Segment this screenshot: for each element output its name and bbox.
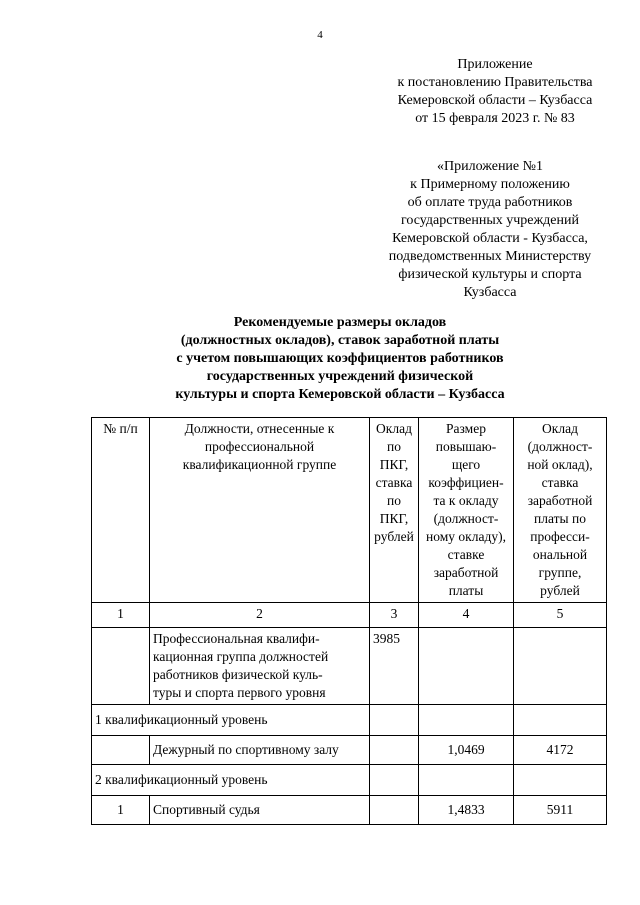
appendix-sub-line: «Приложение №1 xyxy=(437,159,543,174)
appendix-sub-line: физической культуры и спорта xyxy=(398,267,582,282)
header-text: та к окладу xyxy=(433,493,499,508)
appendix-header xyxy=(360,56,630,128)
group-coef-cell xyxy=(419,628,514,705)
salary-table xyxy=(91,417,607,825)
level-1-label: 1 квалификационный уровень xyxy=(92,705,370,736)
title-line: Рекомендуемые размеры окладов xyxy=(233,315,447,330)
appendix-sub-line: государственных учреждений xyxy=(401,213,579,228)
appendix-header-line: Кемеровской области – Кузбасса xyxy=(397,93,593,108)
empty-cell xyxy=(370,765,419,796)
header-text: ной оклад), xyxy=(527,457,593,472)
appendix-sub-line: Кемеровской области - Кузбасса, xyxy=(392,231,588,246)
header-text: ПКГ, xyxy=(379,457,409,472)
header-text: (должност- xyxy=(527,439,593,454)
header-cell-number xyxy=(92,418,150,603)
header-text: ставке xyxy=(447,547,485,562)
header-text: ставка xyxy=(541,475,579,490)
header-cell-base-salary xyxy=(370,418,419,603)
header-text: ПКГ, xyxy=(379,511,409,526)
title-line: (должностных окладов), ставок заработной платы xyxy=(180,333,500,348)
appendix-sub-line: Кузбасса xyxy=(463,285,517,300)
title-line: культуры и спорта Кемеровской области – Кузбасса xyxy=(175,387,505,402)
header-text: по xyxy=(387,493,401,508)
header-text: ональной xyxy=(532,547,588,562)
title-line: государственных учреждений физической xyxy=(206,369,474,384)
position-salary: 4172 xyxy=(514,736,607,765)
header-text: Размер xyxy=(446,421,486,436)
group-name-line: кационная группа должностей xyxy=(153,649,329,664)
empty-cell xyxy=(92,736,150,765)
empty-cell xyxy=(370,796,419,825)
header-text: щего xyxy=(451,457,481,472)
appendix-sub-line: подведомственных Министерству xyxy=(388,249,592,264)
column-number-row xyxy=(92,603,607,628)
header-text: повышаю- xyxy=(435,439,497,454)
appendix-sub-line: об оплате труда работников xyxy=(407,195,573,210)
position-coefficient: 1,4833 xyxy=(419,796,514,825)
header-text: ному окладу), xyxy=(426,529,506,544)
group-salary-cell: 3985 xyxy=(370,628,419,705)
header-text: Должности, отнесенные к xyxy=(184,421,335,436)
position-number: 1 xyxy=(92,796,150,825)
header-cell-coefficient xyxy=(419,418,514,603)
header-text: (должност- xyxy=(433,511,499,526)
header-text: платы xyxy=(448,583,484,598)
header-text: заработной xyxy=(433,565,499,580)
appendix-sub-line: к Примерному положению xyxy=(410,177,570,192)
header-text: коэффициен- xyxy=(428,475,504,490)
header-text: № п/п xyxy=(103,421,138,436)
group-name-cell xyxy=(150,628,370,705)
header-text: рублей xyxy=(374,529,414,544)
table-header-row xyxy=(92,418,607,603)
header-text: квалификационной группе xyxy=(182,457,337,472)
header-text: Оклад xyxy=(376,421,412,436)
header-text: профессиональной xyxy=(204,439,315,454)
header-text: по xyxy=(387,439,401,454)
header-text: Оклад xyxy=(542,421,578,436)
group-final-cell xyxy=(514,628,607,705)
table-row-group xyxy=(92,628,607,705)
group-name-line: работников физической куль- xyxy=(153,667,323,682)
title-line: с учетом повышающих коэффициентов работников xyxy=(176,351,504,366)
empty-cell xyxy=(419,705,514,736)
header-text: группе, xyxy=(538,565,582,580)
empty-cell xyxy=(370,705,419,736)
group-name-line: туры и спорта первого уровня xyxy=(153,685,326,700)
group-number-cell xyxy=(92,628,150,705)
header-text: рублей xyxy=(540,583,580,598)
column-number: 1 xyxy=(92,603,150,628)
table-row-position-1 xyxy=(92,736,607,765)
position-name: Спортивный судья xyxy=(150,796,370,825)
appendix-header-line: от 15 февраля 2023 г. № 83 xyxy=(415,111,575,126)
column-number: 2 xyxy=(150,603,370,628)
column-number: 4 xyxy=(419,603,514,628)
header-text: платы по xyxy=(534,511,586,526)
table-row-position-2 xyxy=(92,796,607,825)
table-row-level-1 xyxy=(92,705,607,736)
header-text: заработной xyxy=(527,493,593,508)
document-title xyxy=(90,314,590,404)
header-text: ставка xyxy=(375,475,413,490)
column-number: 5 xyxy=(514,603,607,628)
empty-cell xyxy=(514,765,607,796)
appendix-subheader xyxy=(360,158,620,302)
page-number: 4 xyxy=(317,29,323,41)
header-cell-final-salary xyxy=(514,418,607,603)
position-name: Дежурный по спортивному залу xyxy=(150,736,370,765)
appendix-header-line: к постановлению Правительства xyxy=(397,75,593,90)
level-2-label: 2 квалификационный уровень xyxy=(92,765,370,796)
empty-cell xyxy=(419,765,514,796)
position-salary: 5911 xyxy=(514,796,607,825)
appendix-header-line: Приложение xyxy=(457,57,533,72)
empty-cell xyxy=(514,705,607,736)
position-coefficient: 1,0469 xyxy=(419,736,514,765)
header-cell-positions xyxy=(150,418,370,603)
header-text: професси- xyxy=(530,529,590,544)
table-row-level-2 xyxy=(92,765,607,796)
empty-cell xyxy=(370,736,419,765)
group-name-line: Профессиональная квалифи- xyxy=(153,631,320,646)
column-number: 3 xyxy=(370,603,419,628)
